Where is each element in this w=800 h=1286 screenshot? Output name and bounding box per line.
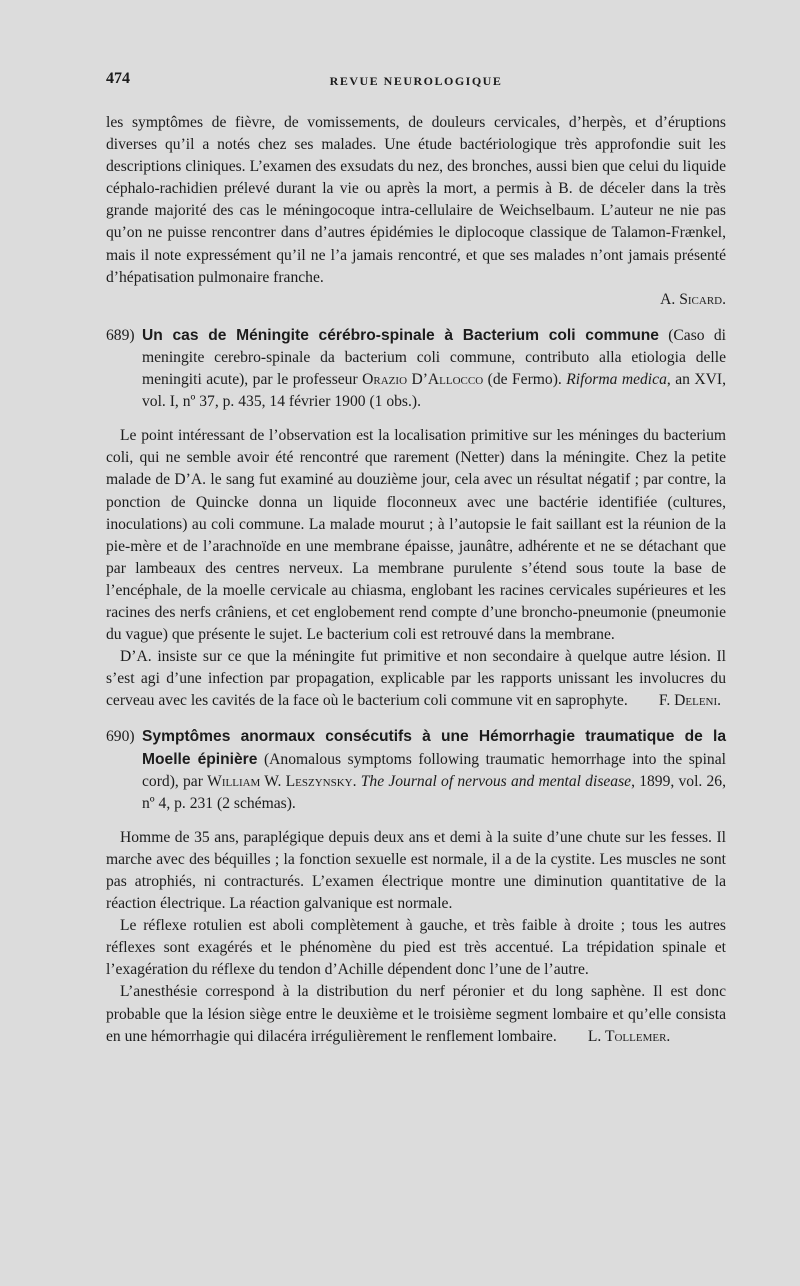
article-689-ref-part2: (de Fermo). (483, 371, 567, 389)
article-690-paragraph-1: Homme de 35 ans, paraplégique depuis deux ans et demi à la suite d’une chute sur les fesses. Il marche avec des béquilles ; la fonction sexuelle est normale, il a de la cystite. Les muscles ne sont pas atrophiés, ni contracturés. L’examen électrique montre une diminution quantitative de la réaction électrique. La réaction galvanique est normale. (106, 828, 726, 913)
article-690-paragraph-3 (106, 981, 726, 1047)
article-690-author: William W. Leszynsky (207, 772, 353, 790)
article-690-signature: L. Tollemer. (587, 1027, 671, 1045)
article-689 (106, 325, 726, 713)
page-header (106, 70, 726, 100)
article-689-paragraph-2 (106, 646, 726, 712)
article-689-title: Un cas de Méningite cérébro-spinale à Bacterium coli commune (142, 326, 659, 344)
article-690-paragraph-3-text: L’anesthésie correspond à la distribution du nerf péronier et du long saphène. Il est donc probable que la lésion siège entre le deuxième et le troisième segment lombaire et qu’elle consista en une hémorrhagie qui dilacéra irrégulièrement le renflement lombaire. (106, 983, 726, 1045)
page-content (106, 112, 726, 1048)
article-690-paragraph-2: Le réflexe rotulien est aboli complètement à gauche, et très faible à droite ; tous les autres réflexes sont exagérés et le phénomène du pied est très accentué. La trépidation spinale et l’exagération du réflexe du tendon d’Achille dépendent donc l’une de l’autre. (106, 917, 726, 979)
article-690-title: Symptômes anormaux consécutifs à une Hémorrhagie traumatique de la Moelle épinière (142, 728, 726, 768)
article-690-ref-part3: , 1899, vol. 26, nº 4, p. 231 (2 schémas). (142, 772, 727, 812)
article-689-paragraph-2-text: D’A. insiste sur ce que la méningite fut primitive et non secondaire à quelque autre lésion. Il s’est agi d’une infection par propagation, explicable par les rapports unissant les involucres du cerveau avec les cavités de la face où le bacterium coli commune vit en saprophyte. (106, 648, 726, 710)
article-689-ref-part3: , an XVI, vol. I, nº 37, p. 435, 14 février 1900 (1 obs.). (142, 371, 727, 411)
article-689-paragraph-1: Le point intéressant de l’observation est la localisation primitive sur les méninges du bacterium coli, qui ne semble avoir été rencontré que rarement (Netter) dans la méningite. Chez la petite malade de D’A. le sang fut examiné au douzième jour, cela avec un résultat négatif ; par contre, la ponction de Quincke donna un liquide floconneux avec une bactérie identifiée (cultures, inoculations) au coli commune. La malade mourut ; à l’autopsie le fait saillant est la réunion de la pie-mère et de l’arachnoïde en une membrane épaisse, jaunâtre, adhérente et ne se détachant que par lambeaux des centres nerveux. La membrane purulente s’étend sous toute la base de l’encéphale, de la moelle cervicale au chiasma, englobant les racines cervicales supérieures et les racines des nerfs crâniens, et cet englobement rend compte d’une broncho-pneumonie (pneumonie du vague) que présente le sujet. Le bacterium coli est retrouvé dans la membrane. (106, 427, 726, 644)
article-689-journal: Riforma medica (566, 371, 667, 389)
page-number: 474 (106, 70, 130, 87)
article-689-ref-part1: (Caso di meningite cerebro-spinale da bacterium coli commune, contributo alla etiologia delle meningiti acute), par le professeur (142, 326, 726, 389)
intro-paragraph: les symptômes de fièvre, de vomissements, de douleurs cervicales, d’herpès, et d’éruptions diverses qu’il a notés chez ses malades. Une étude bactériologique très approfondie suit les descriptions cliniques. L’examen des exsudats du nez, des bronches, aussi bien que celui du liquide céphalo-rachidien prélevé durant la vie ou après la mort, a permis à B. de déceler dans la très grande majorité des cas le méningocoque intra-cellulaire de Weichselbaum. L’auteur ne nie pas qu’on ne puisse rencontrer dans d’autres épidémies le diplocoque classique de Talamon-Frænkel, mais il note expressément qu’il ne l’a jamais rencontré, et que ses malades n’ont jamais présenté d’hépatisation pulmonaire franche. (106, 114, 726, 286)
article-690-ref-part1: (Anomalous symptoms following traumatic hemorrhage into the spinal cord), par (142, 750, 726, 790)
article-689-signature: F. Deleni. (658, 692, 722, 710)
article-690-number: 690) (106, 728, 135, 746)
article-690-heading (106, 726, 726, 814)
article-690-journal: The Journal of nervous and mental disease (360, 772, 632, 790)
running-title: REVUE NEUROLOGIQUE (329, 74, 503, 88)
article-690-ref-part2: . (352, 772, 361, 790)
intro-signature: A. Sicard. (660, 290, 726, 308)
article-689-author: Orazio D’Allocco (362, 371, 484, 389)
article-689-heading (106, 325, 726, 413)
article-689-number: 689) (106, 326, 135, 344)
article-690 (106, 726, 726, 1047)
